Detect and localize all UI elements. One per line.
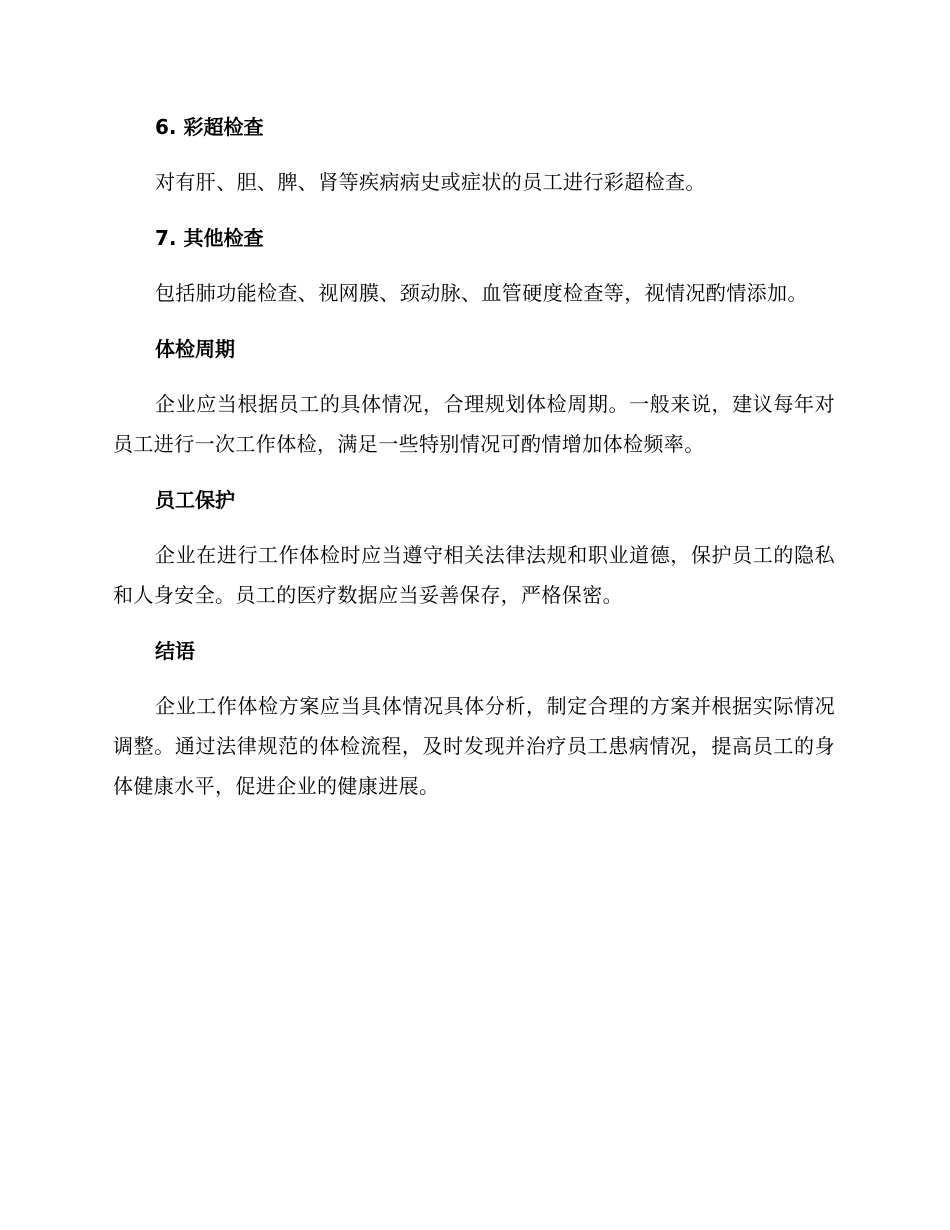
section-paragraph: 企业应当根据员工的具体情况，合理规划体检周期。一般来说，建议每年对员工进行一次工作体检，满足一些特别情况可酌情增加体检频率。 <box>113 392 835 456</box>
section-other-exams <box>113 219 835 313</box>
document-page <box>113 108 835 823</box>
section-heading: 体检周期 <box>155 337 235 361</box>
section-paragraph: 企业在进行工作体检时应当遵守相关法律法规和职业道德，保护员工的隐私和人身安全。员工的医疗数据应当妥善保存，严格保密。 <box>113 543 835 607</box>
section-ultrasound <box>113 108 835 202</box>
section-exam-cycle <box>113 330 835 464</box>
section-heading: 6. 彩超检查 <box>155 115 264 139</box>
section-paragraph: 包括肺功能检查、视网膜、颈动脉、血管硬度检查等，视情况酌情添加。 <box>155 281 808 305</box>
section-paragraph: 对有肝、胆、脾、肾等疾病病史或症状的员工进行彩超检查。 <box>155 170 706 194</box>
section-employee-protection <box>113 481 835 615</box>
section-heading: 7. 其他检查 <box>155 226 264 250</box>
section-paragraph: 企业工作体检方案应当具体情况具体分析，制定合理的方案并根据实际情况调整。通过法律规范的体检流程，及时发现并治疗员工患病情况，提高员工的身体健康水平，促进企业的健康进展。 <box>113 694 835 798</box>
section-heading: 员工保护 <box>155 488 235 512</box>
section-heading: 结语 <box>155 639 195 663</box>
section-conclusion <box>113 632 835 806</box>
